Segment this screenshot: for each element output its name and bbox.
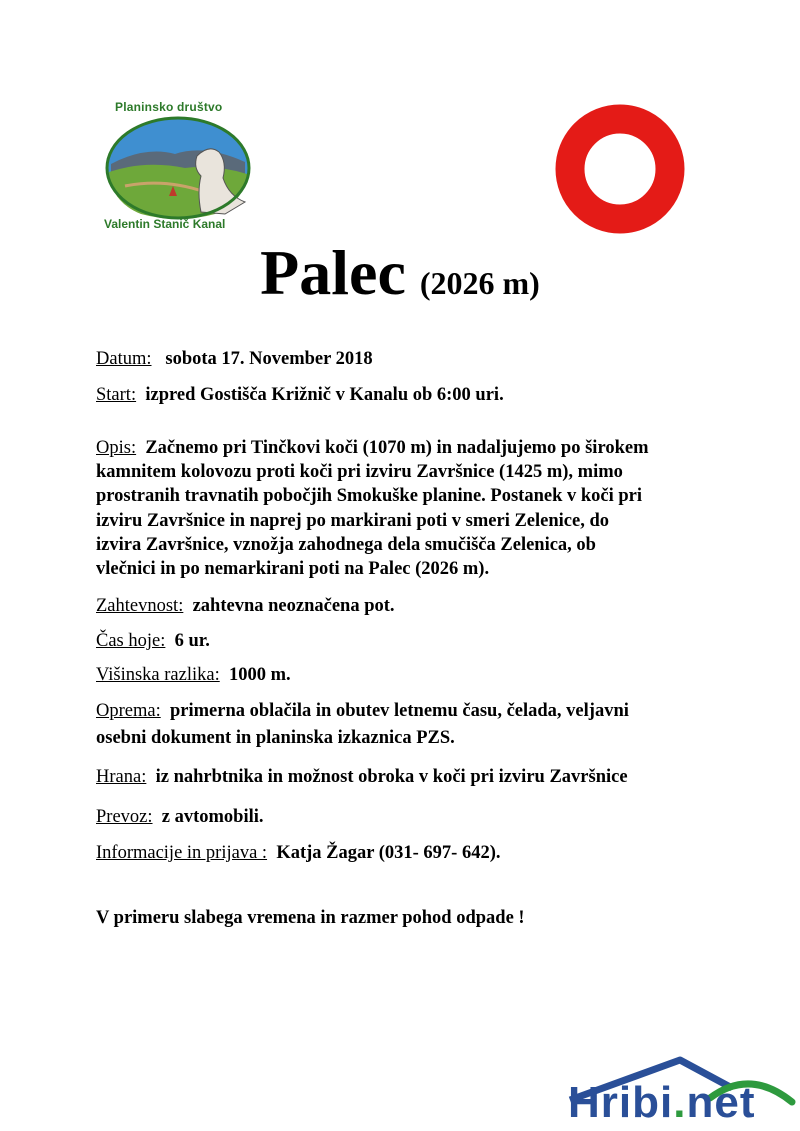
watermark-part2: net: [686, 1078, 756, 1127]
watermark-part1: Hribi: [568, 1078, 674, 1127]
opis-line: prostranih travnatih pobočjih Smokuške planine. Postanek v koči pri: [96, 486, 643, 507]
page-title: [0, 236, 800, 310]
informacije-row: [96, 843, 501, 864]
start-label: Start:: [96, 385, 137, 405]
hribi-watermark: [560, 1052, 800, 1131]
peak-name: Palec: [260, 237, 406, 308]
start-value: izpred Gostišča Križnič v Kanalu ob 6:00 uri.: [145, 385, 504, 405]
informacije-label: Informacije in prijava :: [96, 843, 268, 863]
weather-notice: V primeru slabega vremena in razmer pohod odpade !: [96, 908, 525, 928]
visinska-label: Višinska razlika:: [96, 665, 220, 685]
oprema-row: [96, 701, 629, 722]
opis-line: izviru Završnice in naprej po markirani poti v smeri Zelenice, do: [96, 510, 610, 531]
oprema-row-2: [96, 728, 455, 749]
peak-altitude: (2026 m): [419, 265, 540, 301]
opis-label: Opis:: [96, 438, 137, 458]
oprema-label: Oprema:: [96, 701, 161, 721]
zahtevnost-row: [96, 596, 395, 617]
zahtevnost-label: Zahtevnost:: [96, 596, 184, 616]
watermark-dot: .: [673, 1078, 687, 1127]
oprema-value-2: osebni dokument in planinska izkaznica PZS.: [96, 728, 455, 748]
zahtevnost-value: zahtevna neoznačena pot.: [192, 596, 395, 616]
informacije-value: Katja Žagar (031- 697- 642).: [276, 843, 501, 863]
oprema-value: primerna oblačila in obutev letnemu času, čelada, veljavni: [169, 701, 629, 721]
opis-line: kamnitem kolovozu proti koči pri izviru Završnice (1425 m), mimo: [96, 462, 623, 483]
landscape-emblem-icon: [105, 116, 251, 220]
cas-hoje-label: Čas hoje:: [96, 631, 166, 651]
datum-row: [96, 349, 373, 370]
cas-hoje-value: 6 ur.: [174, 631, 210, 651]
hrana-row: [96, 767, 628, 788]
opis-line: izvira Završnice, vznožja zahodnega dela smučišča Zelenica, ob: [96, 534, 596, 555]
red-ring-icon: [555, 104, 685, 234]
opis-line: vlečnici in po nemarkirani poti na Palec (2026 m).: [96, 559, 490, 580]
logo-top-text: Planinsko društvo: [115, 100, 223, 114]
hrana-label: Hrana:: [96, 767, 147, 787]
datum-label: Datum:: [96, 349, 152, 369]
prevoz-row: [96, 807, 264, 828]
opis-paragraph: [96, 436, 736, 581]
visinska-row: [96, 665, 291, 686]
prevoz-label: Prevoz:: [96, 807, 153, 827]
hrana-value: iz nahrbtnika in možnost obroka v koči pri izviru Završnice: [155, 767, 628, 787]
club-logo: [103, 96, 253, 234]
start-row: [96, 385, 504, 406]
watermark-text: [568, 1078, 755, 1128]
datum-value: sobota 17. November 2018: [165, 349, 373, 369]
prevoz-value: z avtomobili.: [161, 807, 264, 827]
visinska-value: 1000 m.: [228, 665, 291, 685]
cas-hoje-row: [96, 631, 210, 652]
logo-bottom-text: Valentin Stanič Kanal: [104, 217, 226, 231]
opis-line: Začnemo pri Tinčkovi koči (1070 m) in nadaljujemo po širokem: [145, 438, 649, 458]
